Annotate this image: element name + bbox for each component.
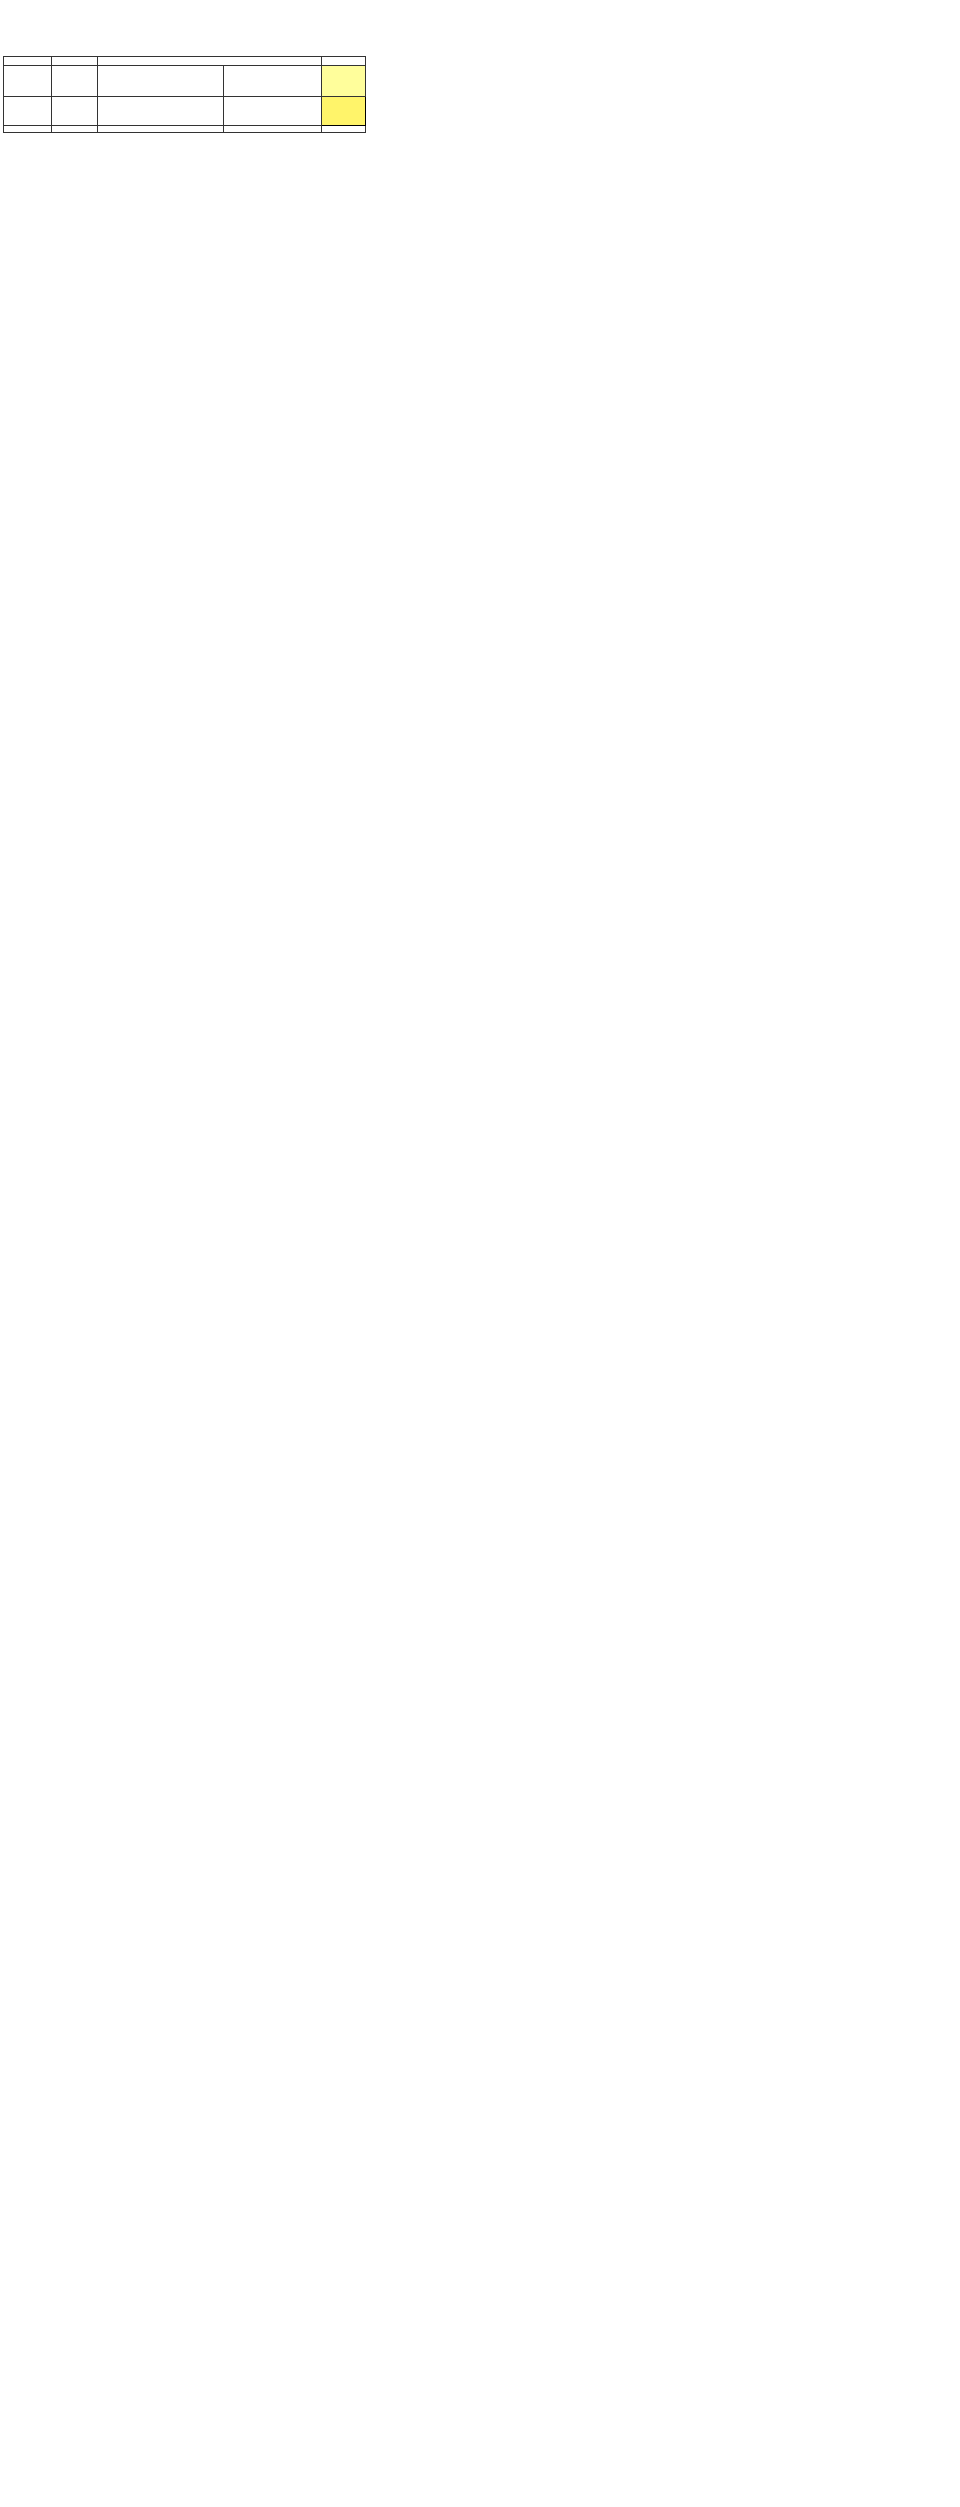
column-header-row	[4, 97, 366, 126]
extra-header	[322, 66, 366, 97]
items-table	[3, 56, 366, 133]
header-spacer-row	[4, 66, 366, 97]
header-flag	[322, 97, 366, 126]
title-row	[4, 57, 366, 66]
header-code-1	[4, 97, 52, 126]
header-description-gr	[98, 97, 224, 126]
header-code-2	[52, 97, 98, 126]
top-right-note	[322, 57, 366, 66]
table-title	[98, 57, 322, 66]
header-description-en	[224, 97, 322, 126]
gap-row	[4, 126, 366, 133]
